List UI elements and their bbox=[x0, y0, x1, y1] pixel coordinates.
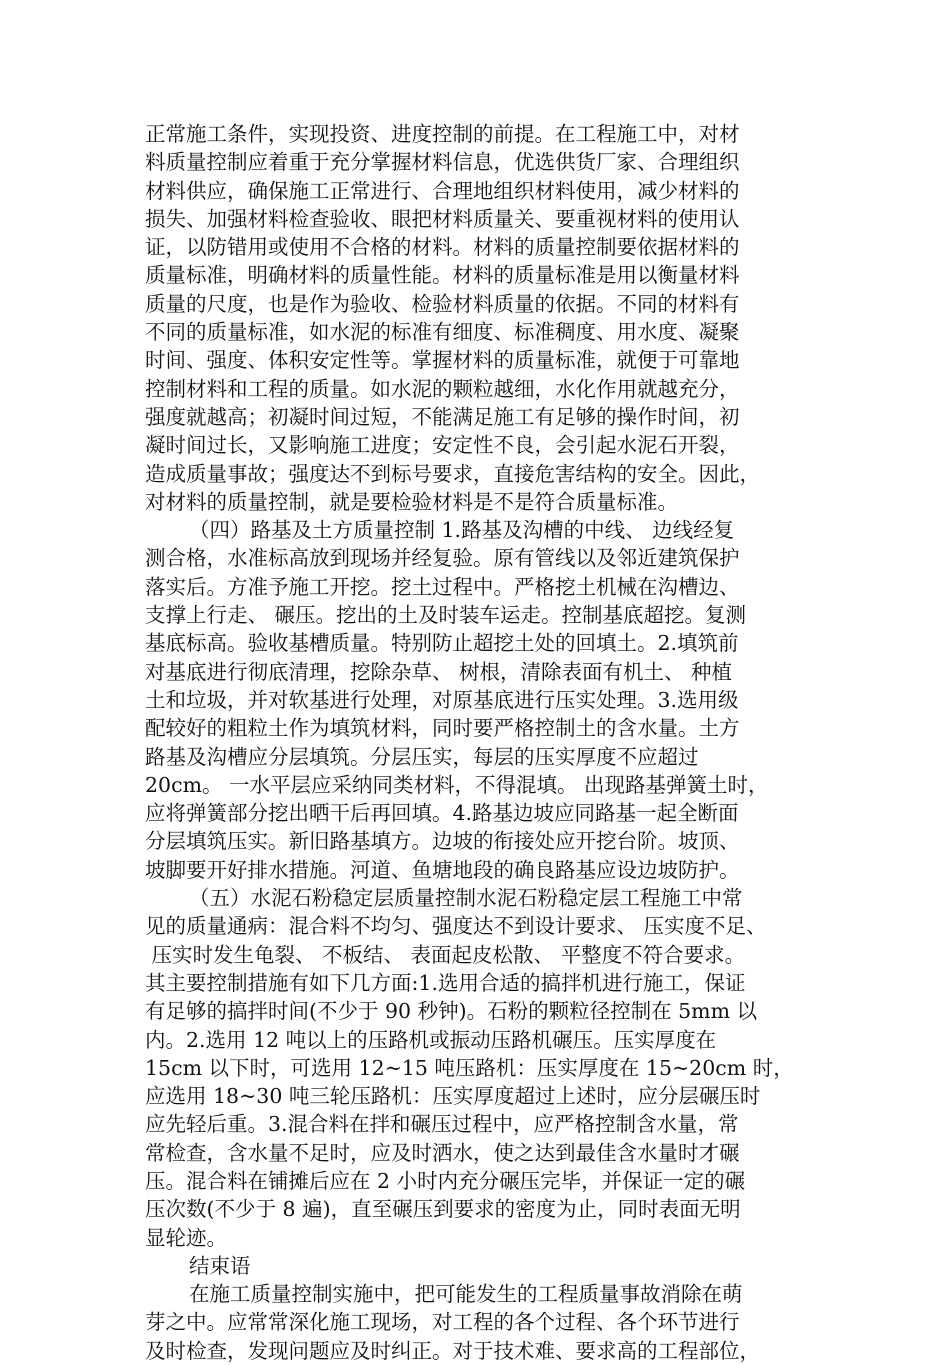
text-line: 坡脚要开好排水措施。河道、鱼塘地段的确良路基应设边坡防护。 bbox=[145, 857, 740, 882]
text-line: 路基及沟槽应分层填筑。分层压实，每层的压实厚度不应超过 bbox=[145, 744, 699, 769]
text-line: 料质量控制应着重于充分掌握材料信息，优选供货厂家、合理组织 bbox=[145, 150, 740, 175]
text-line: 配较好的粗粒土作为填筑材料，同时要严格控制土的含水量。土方 bbox=[145, 716, 740, 741]
text-line: 损失、加强材料检查验收、眼把材料质量关、要重视材料的使用认 bbox=[145, 206, 740, 231]
text-line: 压。混合料在铺摊后应在 2 小时内充分碾压完毕，并保证一定的碾 bbox=[145, 1168, 746, 1193]
text-line: 强度就越高；初凝时间过短，不能满足施工有足够的操作时间，初 bbox=[145, 404, 740, 429]
text-line: 压次数(不少于 8 遍)，直至碾压到要求的密度为止，同时表面无明 bbox=[145, 1197, 741, 1222]
text-line: 应将弹簧部分挖出晒干后再回填。4.路基边坡应同路基一起全断面 bbox=[145, 801, 739, 826]
text-line: 正常施工条件，实现投资、进度控制的前提。在工程施工中，对材 bbox=[145, 122, 740, 146]
text-line: 应选用 18~30 吨三轮压路机：压实厚度超过上述时，应分层碾压时 bbox=[145, 1084, 761, 1109]
text-line: 见的质量通病：混合料不均匀、强度达不到设计要求、 压实度不足、 bbox=[145, 914, 767, 939]
text-line: 应先轻后重。3.混合料在拌和碾压过程中，应严格控制含水量，常 bbox=[145, 1112, 739, 1137]
text-line: 对材料的质量控制，就是要检验材料是不是符合质量标准。 bbox=[145, 489, 678, 514]
text-line: 及时检查，发现问题应及时纠正。对于技术难、要求高的工程部位， bbox=[145, 1338, 760, 1363]
text-line: 证，以防错用或使用不合格的材料。材料的质量控制要依据材料的 bbox=[145, 235, 740, 260]
text-line: 显轮迹。 bbox=[145, 1225, 227, 1250]
text-line: 20cm。 一水平层应采纳同类材料，不得混填。 出现路基弹簧土时， bbox=[145, 772, 769, 797]
text-line: 造成质量事故；强度达不到标号要求，直接危害结构的安全。因此， bbox=[145, 461, 760, 486]
text-line: 芽之中。应常常深化施工现场，对工程的各个过程、各个环节进行 bbox=[145, 1310, 740, 1335]
text-line: 控制材料和工程的质量。如水泥的颗粒越细，水化作用就越充分， bbox=[145, 376, 740, 401]
text-line: 土和垃圾，并对软基进行处理，对原基底进行压实处理。3.选用级 bbox=[145, 687, 739, 712]
text-line: 常检查，含水量不足时，应及时洒水，使之达到最佳含水量时才碾 bbox=[145, 1140, 740, 1165]
text-line: 落实后。方准予施工开挖。挖土过程中。严格挖土机械在沟槽边、 bbox=[145, 574, 740, 599]
text-line: 有足够的搞拌时间(不少于 90 秒钟)。石粉的颗粒径控制在 5mm 以 bbox=[145, 999, 758, 1024]
text-line: （四）路基及土方质量控制 1.路基及沟槽的中线、 边线经复 bbox=[189, 518, 735, 543]
text-line: 其主要控制措施有如下几方面:1.选用合适的搞拌机进行施工，保证 bbox=[145, 970, 746, 995]
text-line: 支撑上行走、 碾压。挖出的土及时装车运走。控制基底超挖。复测 bbox=[145, 603, 747, 628]
text-line: 材料供应，确保施工正常进行、合理地组织材料使用，减少材料的 bbox=[145, 178, 740, 203]
text-line: （五）水泥石粉稳定层质量控制水泥石粉稳定层工程施工中常 bbox=[189, 886, 743, 911]
text-line: 质量标准，明确材料的质量性能。材料的质量标准是用以衡量材料 bbox=[145, 263, 740, 288]
text-line: 压实时发生龟裂、 不板结、 表面起皮松散、 平整度不符合要求。 bbox=[145, 942, 746, 967]
text-line: 时间、强度、体积安定性等。掌握材料的质量标准，就便于可靠地 bbox=[145, 348, 740, 373]
text-line: 凝时间过长，又影响施工进度；安定性不良，会引起水泥石开裂， bbox=[145, 433, 740, 458]
text-line: 质量的尺度，也是作为验收、检验材料质量的依据。不同的材料有 bbox=[145, 291, 740, 316]
text-line: 结束语 bbox=[189, 1253, 251, 1278]
text-line: 在施工质量控制实施中，把可能发生的工程质量事故消除在萌 bbox=[189, 1282, 743, 1307]
text-line: 分层填筑压实。新旧路基填方。边坡的衔接处应开挖台阶。坡顶、 bbox=[145, 829, 740, 854]
text-line: 基底标高。验收基槽质量。特别防止超挖土处的回填土。2.填筑前 bbox=[145, 631, 739, 656]
document-body bbox=[145, 120, 815, 1365]
text-line: 测合格，水准标高放到现场并经复验。原有管线以及邻近建筑保护 bbox=[145, 546, 740, 571]
text-line: 不同的质量标准，如水泥的标准有细度、标准稠度、用水度、凝聚 bbox=[145, 320, 740, 345]
text-line: 15cm 以下时，可选用 12~15 吨压路机：压实厚度在 15~20cm 时， bbox=[145, 1055, 794, 1080]
text-line: 内。2.选用 12 吨以上的压路机或振动压路机碾压。压实厚度在 bbox=[145, 1027, 717, 1052]
text-line: 对基底进行彻底清理，挖除杂草、 树根，清除表面有机土、 种植 bbox=[145, 659, 733, 684]
